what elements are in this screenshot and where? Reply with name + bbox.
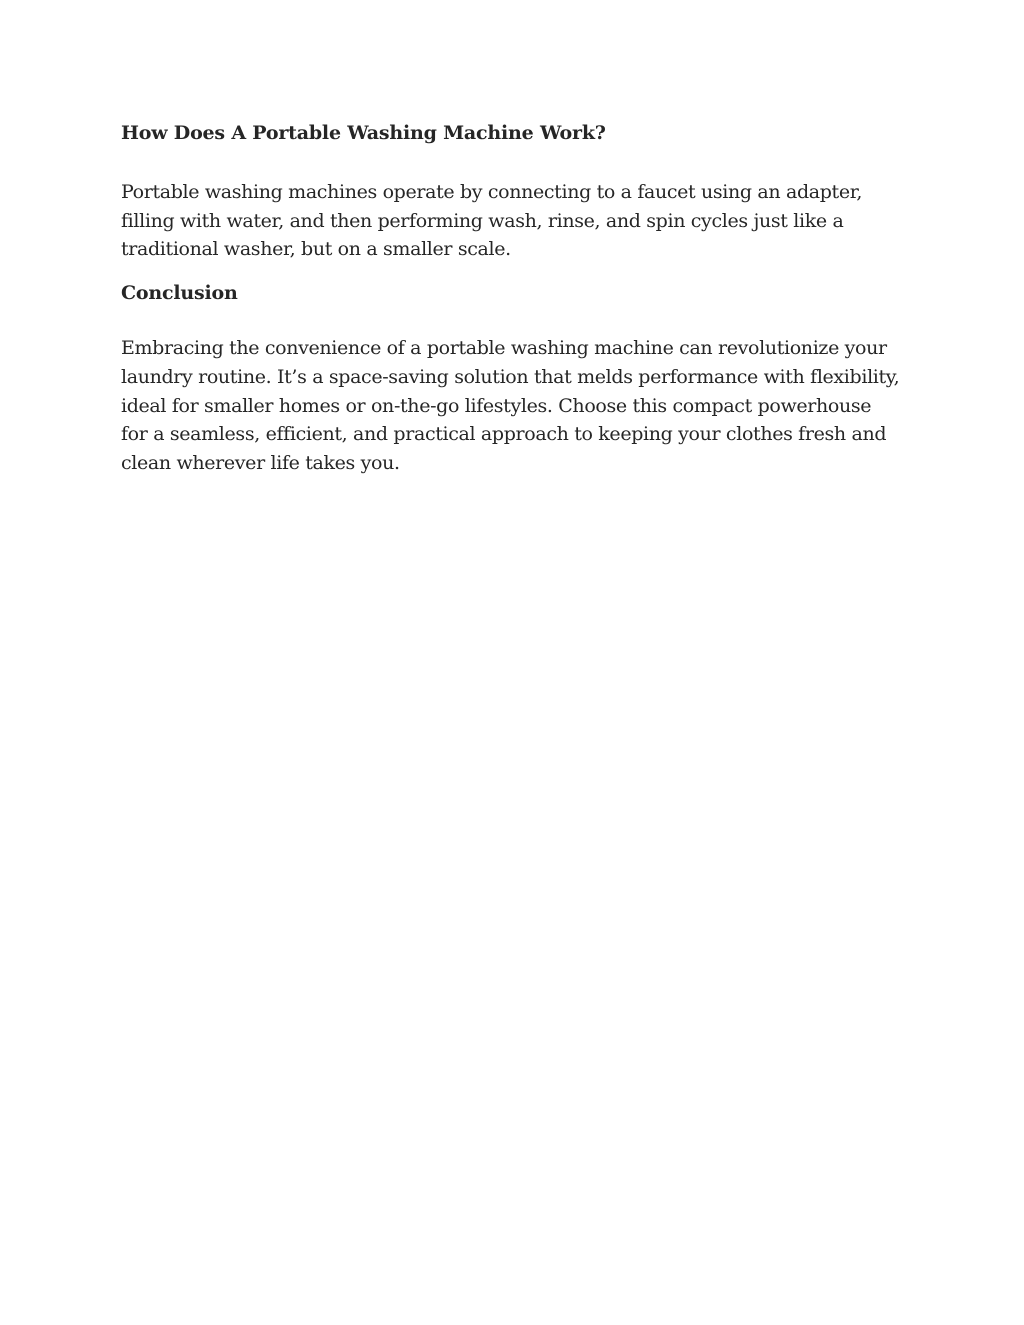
section-heading-how-it-works: How Does A Portable Washing Machine Work? [121, 122, 606, 144]
section-heading-conclusion: Conclusion [121, 282, 238, 305]
paragraph-how-it-works: Portable washing machines operate by connecting to a faucet using an adapter, filling with water, and then performing wash, rinse, and spin cycles just like a traditional washer, but on a smaller scale. [121, 181, 863, 261]
document-content [121, 117, 901, 478]
paragraph-conclusion: Embracing the convenience of a portable washing machine can revolutionize your laundry routine. It’s a space-saving solution that melds performance with flexibility, ideal for smaller homes or on-the-go lifestyles. Choose this compact powerhouse for a seamless, efficient, and practical approach to keeping your clothes fresh and clean wherever life takes you. [121, 337, 900, 474]
